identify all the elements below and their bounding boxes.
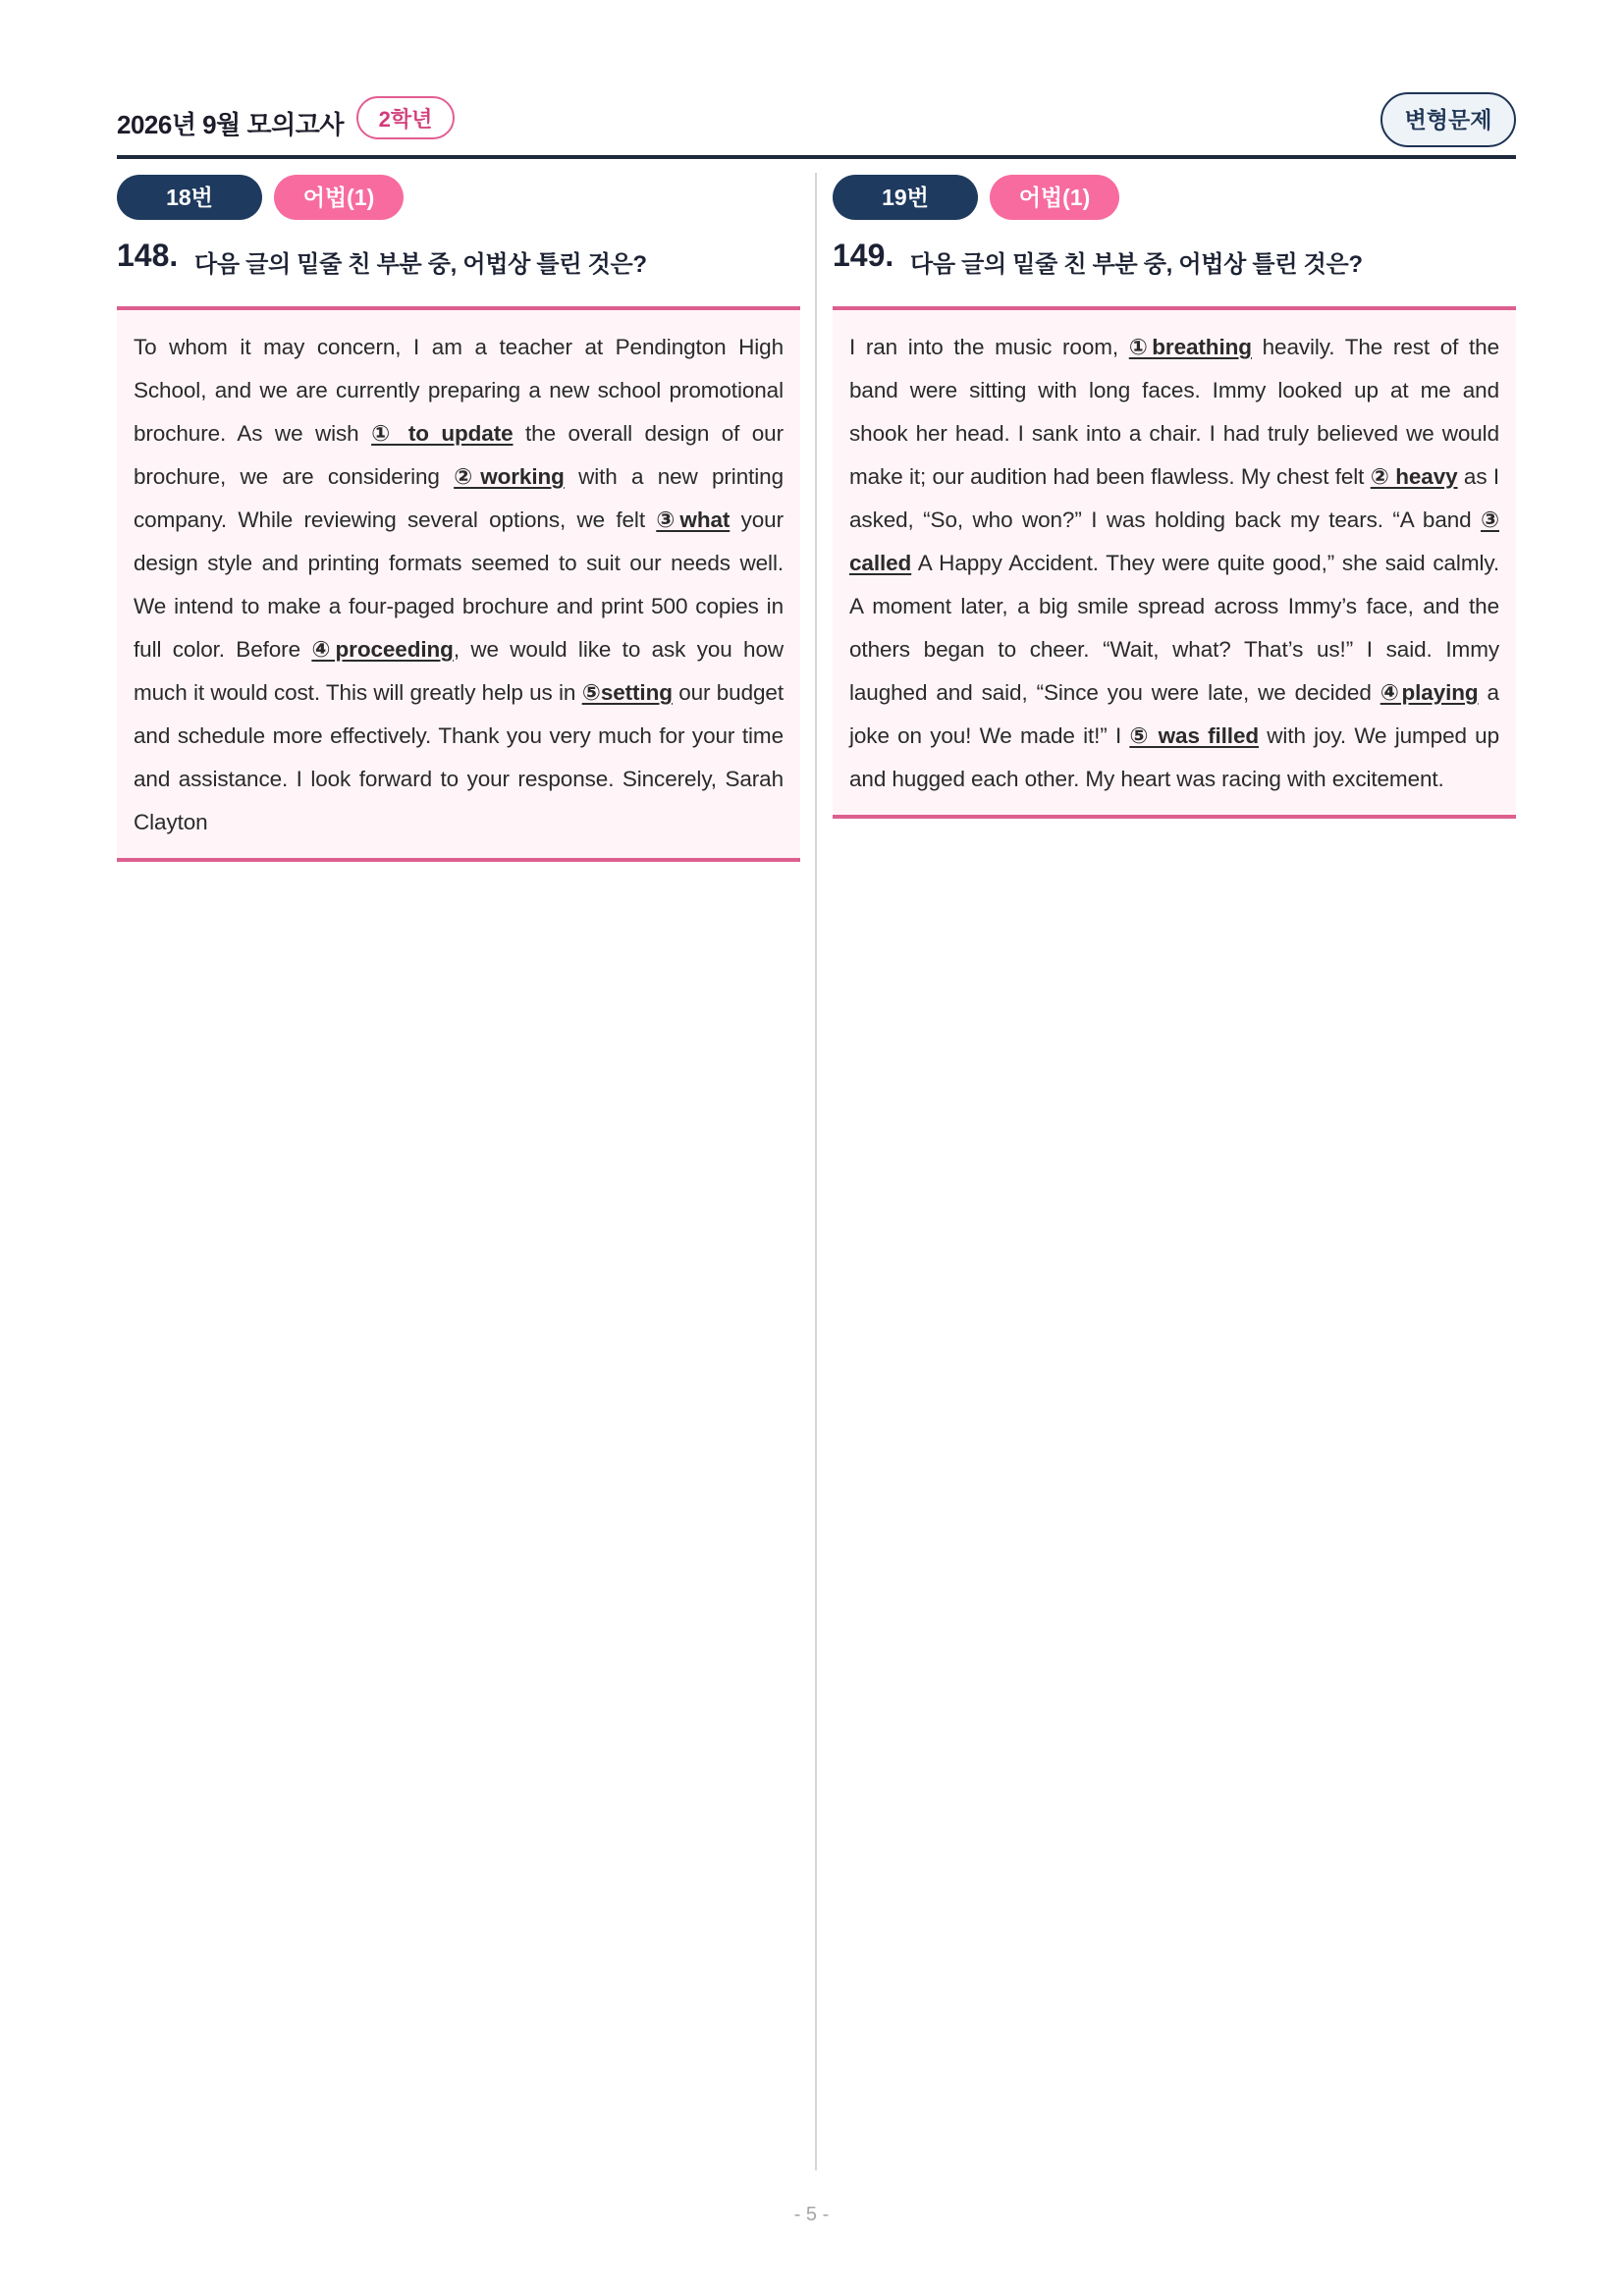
passage-text: A Happy Accident. They were quite good,” she said calmly. A moment later, a big smile spread across Immy’s face, and the others began to cheer. “Wait, what? That’s us!” I said. Immy laughed and said, “Since you were late, we decided xyxy=(849,551,1499,705)
left-column xyxy=(117,173,800,862)
passage-box xyxy=(117,306,800,862)
right-column xyxy=(833,173,1516,819)
tag-row xyxy=(117,173,800,224)
exam-title: 2026년 9월 모의고사 xyxy=(117,110,344,139)
underlined-choice-4: ④proceeding xyxy=(311,637,454,662)
question-category-tag: 어법(1) xyxy=(274,175,404,220)
column-divider xyxy=(815,173,817,2170)
underlined-choice-1: ①breathing xyxy=(1128,335,1252,359)
question-category-tag: 어법(1) xyxy=(990,175,1119,220)
underlined-choice-2: ②working xyxy=(454,464,565,489)
underlined-choice-4: ④playing xyxy=(1380,680,1479,705)
grade-badge: 2학년 xyxy=(356,96,455,139)
passage-text: I ran into the music room, xyxy=(849,335,1129,359)
passage-box xyxy=(833,306,1516,819)
passage-text: with joy. We jumped up and hugged each other. My heart was racing with excitement. xyxy=(849,723,1499,791)
underlined-choice-2: ② heavy xyxy=(1370,464,1458,489)
variant-badge: 변형문제 xyxy=(1380,92,1516,147)
underlined-choice-5: ⑤ was filled xyxy=(1129,723,1260,748)
question-number: 148. xyxy=(117,238,179,273)
underlined-choice-3: ③ called xyxy=(849,507,1499,575)
question-prompt: 다음 글의 밑줄 친 부분 중, 어법상 틀린 것은? xyxy=(910,251,1363,278)
underlined-choice-5: ⑤setting xyxy=(581,680,673,705)
passage-text: , we would like to ask you how much it would cost. This will greatly help us in xyxy=(134,637,784,705)
question-heading xyxy=(833,238,1516,285)
passage-text: as I asked, “So, who won?” I was holding back my tears. “A band xyxy=(849,464,1499,532)
passage-text: heavily. The rest of the band were sitting with long faces. Immy looked up at me and shook her head. I sank into a chair. I had truly believed we would make it; our audition had been flawless. My chest felt xyxy=(849,335,1500,489)
question-prompt: 다음 글의 밑줄 친 부분 중, 어법상 틀린 것은? xyxy=(194,251,647,278)
passage-text: with a new printing company. While reviewing several options, we felt xyxy=(134,464,784,532)
underlined-choice-1: ① to update xyxy=(371,421,514,446)
passage-text: To whom it may concern, I am a teacher at Pendington High School, and we are currently preparing a new school promotional brochure. As we wish xyxy=(134,335,784,446)
passage-text: your design style and printing formats seemed to suit our needs well. We intend to make a four-paged brochure and print 500 copies in full color. Before xyxy=(134,507,784,662)
passage-text: our budget and schedule more effectively. Thank you very much for your time and assistance. I look forward to your response. Sincerely, Sarah Clayton xyxy=(134,680,784,834)
header-divider xyxy=(117,155,1516,159)
question-heading xyxy=(117,238,800,285)
passage-text: the overall design of our brochure, we are considering xyxy=(134,421,784,489)
tag-row xyxy=(833,173,1516,224)
question-source-tag: 18번 xyxy=(117,175,262,220)
page-header xyxy=(117,94,1516,153)
question-source-tag: 19번 xyxy=(833,175,978,220)
page-number: - 5 - xyxy=(793,2204,830,2225)
question-number: 149. xyxy=(833,238,894,273)
passage-text: a joke on you! We made it!” I xyxy=(849,680,1499,748)
underlined-choice-3: ③what xyxy=(656,507,730,532)
